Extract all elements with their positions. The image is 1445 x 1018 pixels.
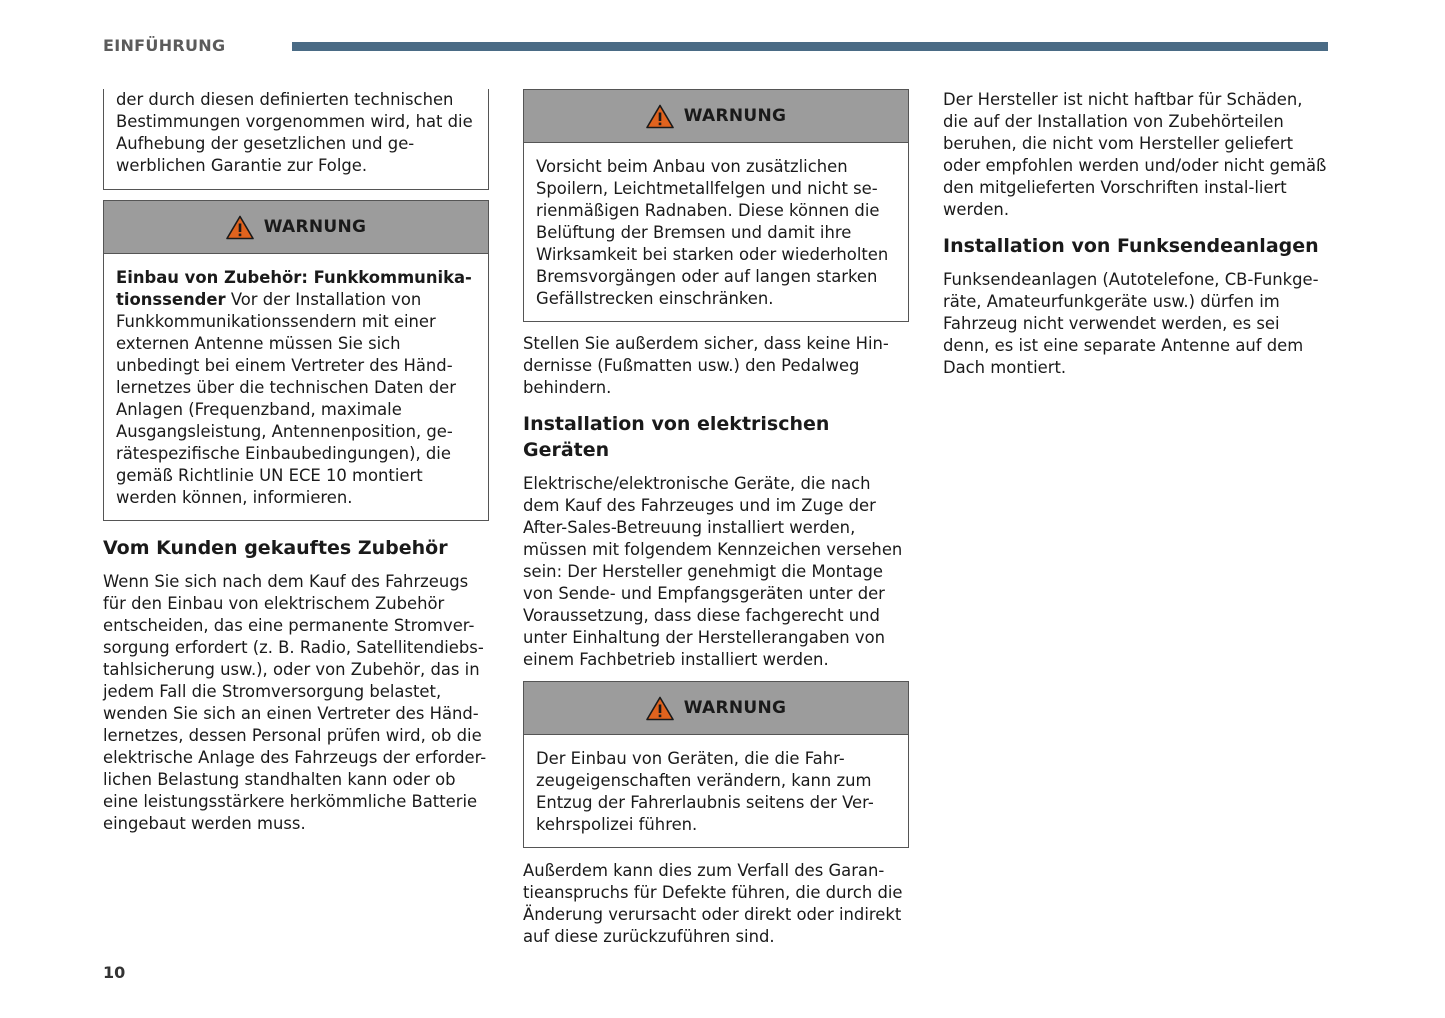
warning-text [116,267,476,509]
page-number: 10 [103,963,126,982]
warning-text: Der Einbau von Geräten, die die Fahr-zeugeigenschaften verändern, kann zum Entzug der Fahrerlaubnis seitens der Ver-kehrspolizei führen. [536,749,874,834]
warning-box [103,200,489,521]
warning-triangle-icon [226,215,254,240]
column-right [943,89,1329,379]
column-left [103,89,489,835]
warning-header [524,682,908,735]
warning-triangle-icon [646,104,674,129]
heading-electrical-devices: Installation von elektrischen Geräten [523,413,830,461]
warning-label: WARNUNG [263,217,367,237]
heading-customer-accessories: Vom Kunden gekauftes Zubehör [103,537,448,559]
warning-body [524,143,908,321]
heading-radio-transmitters: Installation von Funksendeanlagen [943,235,1319,257]
warning-header [524,90,908,143]
warning-text-rest: Vor der Installation von Funkkommunikationssendern mit einer externen Antenne müssen Sie sich unbedingt bei einem Vertreter des Händ-lernetzes über die technischen Daten der Anlagen (Frequenzband, maximale Ausgangsleistung, Antennenposition, ge-rätespezifische Einbaubedingungen), die gemäß Richtlinie UN ECE 10 montiert werden können, informieren. [116,290,456,507]
paragraph-liability: Der Hersteller ist nicht haftbar für Schäden, die auf der Installation von Zubehörteilen beruhen, die nicht vom Hersteller geliefert oder empfohlen werden und/oder nicht gemäß den mitgelieferten Vorschriften instal-liert werden. [943,90,1327,219]
warning-header [104,201,488,254]
paragraph-customer-accessories: Wenn Sie sich nach dem Kauf des Fahrzeugs für den Einbau von elektrischem Zubehör entscheiden, das eine permanente Stromver-sorgung erfordert (z. B. Radio, Satellitendiebs-tahlsicherung usw.), oder von Zubehör, das in jedem Fall die Stromversorgung belastet, wenden Sie sich an einen Vertreter des Händ-lernetzes, dessen Personal prüfen wird, ob die elektrische Anlage des Fahrzeugs der erforder-lichen Belastung standhalten kann oder ob eine leistungsstärkere herkömmliche Batterie eingebaut werden muss. [103,572,487,833]
warning-continuation-text: der durch diesen definierten technischen Bestimmungen vorgenommen wird, hat die Aufhebung der gesetzlichen und ge-werblichen Garantie zur Folge. [116,90,473,175]
paragraph-electrical-devices: Elektrische/elektronische Geräte, die nach dem Kauf des Fahrzeuges und im Zuge der After-Sales-Betreuung installiert werden, müssen mit folgendem Kennzeichen versehen sein: Der Hersteller genehmigt die Montage von Sende- und Empfangsgeräten unter der Voraussetzung, dass diese fachgerecht und unter Einhaltung der Herstellerangaben von einem Fachbetrieb installiert werden. [523,474,903,669]
column-middle [523,89,909,948]
warning-body [524,735,908,847]
paragraph-pedal: Stellen Sie außerdem sicher, dass keine Hin-dernisse (Fußmatten usw.) den Pedalweg behindern. [523,334,889,397]
warning-text: Vorsicht beim Anbau von zusätzlichen Spoilern, Leichtmetallfelgen und nicht se-rienmäßigen Radnaben. Diese können die Belüftung der Bremsen und damit ihre Wirksamkeit bei starken oder wiederholten Bremsvorgängen oder auf langen starken Gefällstrecken einschränken. [536,157,889,308]
warning-box [523,89,909,322]
warning-box [523,681,909,848]
warning-bold-lead: Einbau von Zubehör: Funkkommunika-tionssender [116,268,472,309]
warning-label: WARNUNG [683,106,787,126]
warning-label: WARNUNG [683,698,787,718]
section-title: EINFÜHRUNG [103,36,226,55]
warning-box-continuation [103,89,489,190]
paragraph-warranty: Außerdem kann dies zum Verfall des Garan-tieanspruchs für Defekte führen, die durch die Änderung verursacht oder direkt oder indirekt auf diese zurückzuführen sind. [523,861,903,946]
header-bar [292,42,1328,51]
warning-triangle-icon [646,696,674,721]
paragraph-radio-transmitters: Funksendeanlagen (Autotelefone, CB-Funkge-räte, Amateurfunkgeräte usw.) dürfen im Fahrzeug nicht verwendet werden, es sei denn, es ist eine separate Antenne auf dem Dach montiert. [943,270,1319,377]
warning-body [104,254,488,520]
